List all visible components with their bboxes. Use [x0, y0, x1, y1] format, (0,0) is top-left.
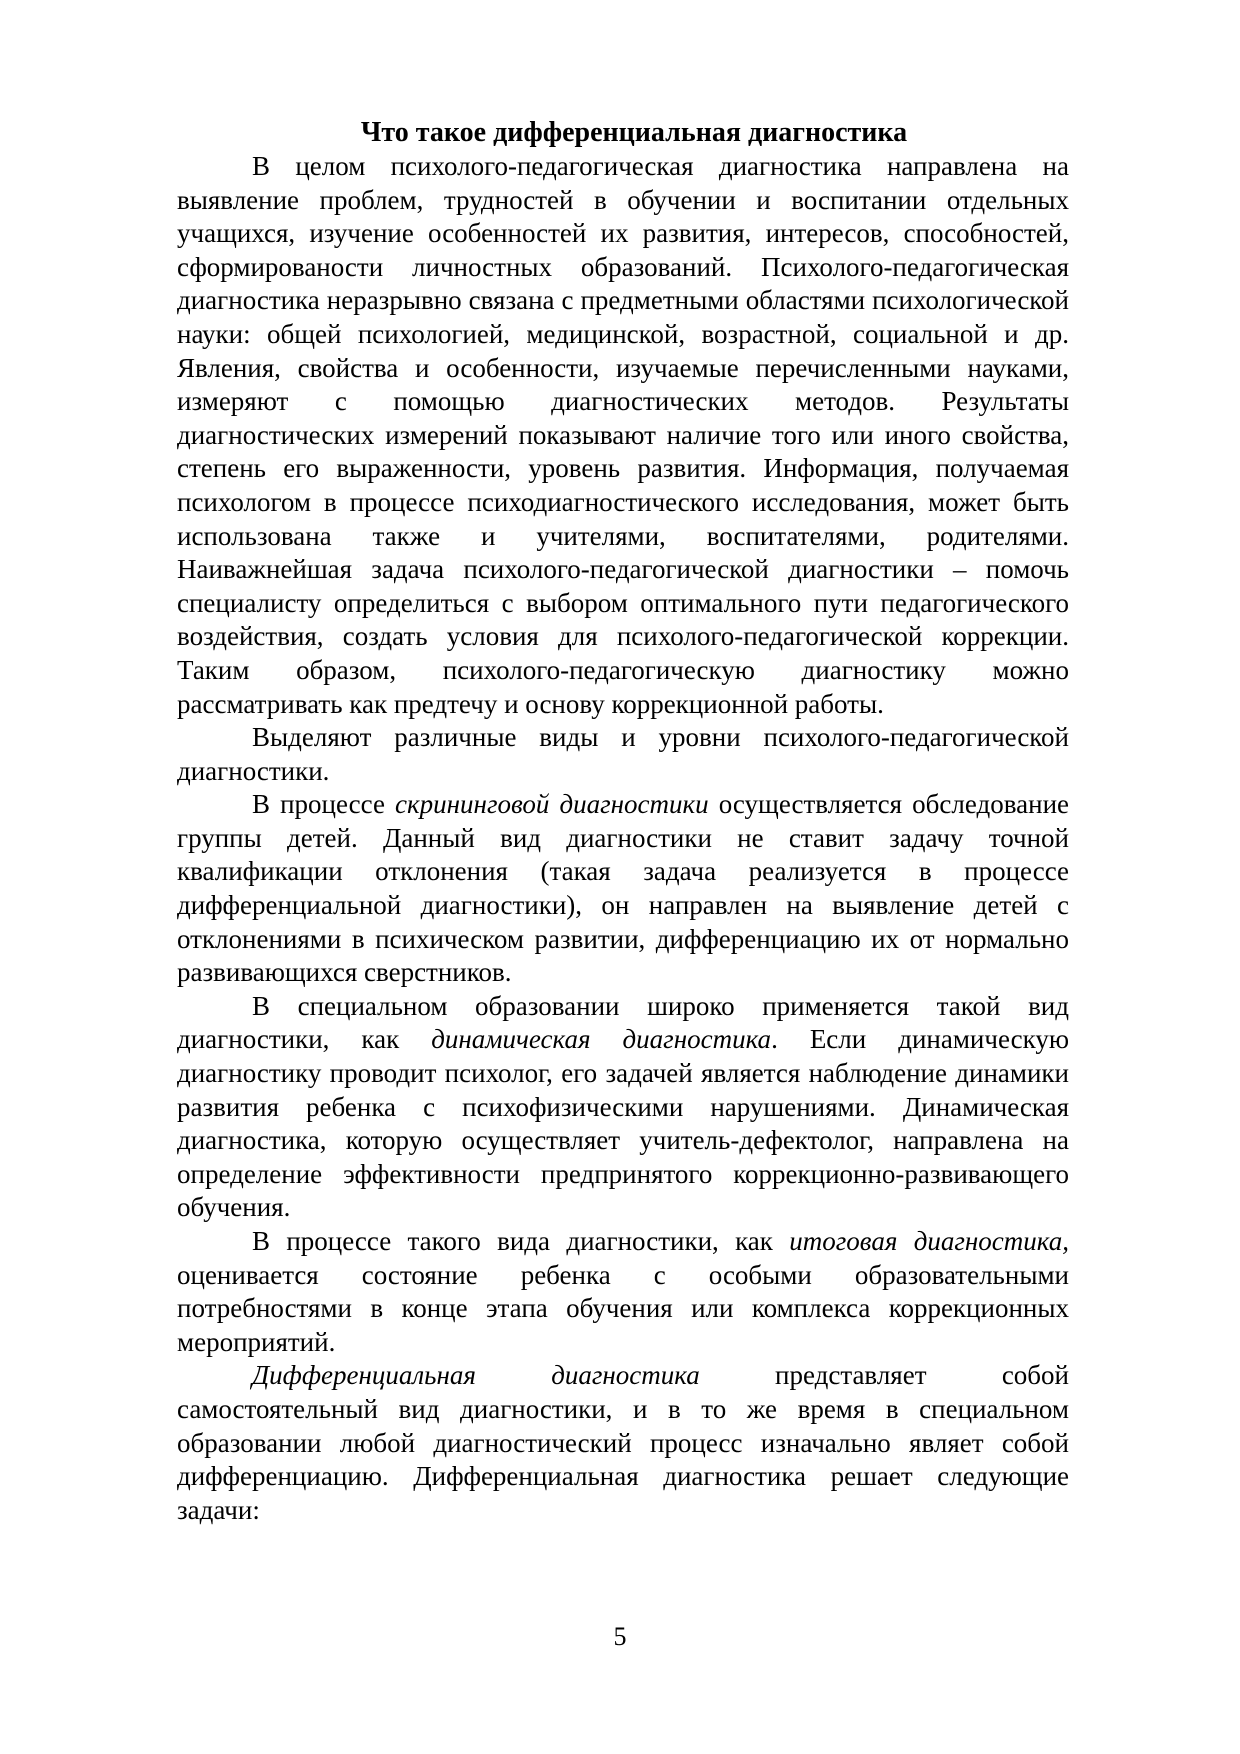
paragraph-final-before: В процессе такого вида диагностики, как: [252, 1226, 790, 1256]
term-differential-diagnostics: Дифференциальная диагностика: [252, 1360, 700, 1391]
paragraph-types: Выделяют различные виды и уровни психолого-педагогической диагностики.: [177, 722, 1069, 786]
paragraph-final-after: оценивается состояние ребенка с особыми образовательными потребностями в конце этапа обучения или комплекса коррекционных мероприятий.: [177, 1259, 1069, 1357]
page-content: [177, 116, 1069, 1527]
paragraph-screening-before: В процессе: [252, 789, 396, 820]
page-title: Что такое дифференциальная диагностика: [360, 117, 908, 148]
paragraph-dynamic: [177, 990, 1069, 1225]
paragraph-dynamic-after: . Если динамическую диагностику проводит психолог, его задачей является наблюдение динамики развития ребенка с психофизическими нарушениями. Динамическая диагностика, которую осуществляет учитель-дефектолог, направлена на определение эффективности предпринятого коррекционно-развивающего обучения.: [177, 1024, 1069, 1223]
paragraph-differential: [177, 1359, 1069, 1527]
term-final-diagnostics: итоговая диагностика,: [789, 1226, 1069, 1256]
paragraph-screening-after: осуществляется обследование группы детей. Данный вид диагностики не ставит задачу точной квалификации отклонения (такая задача реализуется в процессе дифференциальной диагностики), он направлен на выявление детей с отклонениями в психическом развитии, дифференциацию их от нормально развивающихся сверстников.: [177, 789, 1069, 988]
page-number: 5: [613, 1622, 627, 1651]
paragraph-dynamic-before: В специальном образовании широко применяется такой вид диагностики, как: [177, 990, 1069, 1055]
paragraph-differential-after: представляет собой самостоятельный вид диагностики, и в то же время в специальном образовании любой диагностический процесс изначально являет собой дифференциацию. Дифференциальная диагностика решает следующие задачи:: [177, 1360, 1069, 1525]
paragraph-intro: В целом психолого-педагогическая диагностика направлена на выявление проблем, трудностей в обучении и воспитании отдельных учащихся, изучение особенностей их развития, интересов, способностей, сформированости личностных образований. Психолого-педагогическая диагностика неразрывно связана с предметными областями психологической науки: общей психологией, медицинской, возрастной, социальной и др. Явления, свойства и особенности, изучаемые перечисленными науками, измеряют с помощью диагностических методов. Результаты диагностических измерений показывают наличие того или иного свойства, степень его выраженности, уровень развития. Информация, получаемая психологом в процессе психодиагностического исследования, может быть использована также и учителями, воспитателями, родителями. Наиважнейшая задача психолого-педагогической диагностики – помочь специалисту определиться с выбором оптимального пути педагогического воздействия, создать условия для психолого-педагогической коррекции. Таким образом, психолого-педагогическую диагностику можно рассматривать как предтечу и основу коррекционной работы.: [177, 151, 1069, 719]
term-dynamic-diagnostics: динамическая диагностика: [431, 1024, 772, 1055]
term-screening-diagnostics: скрининговой диагностики: [395, 789, 709, 820]
paragraph-screening: [177, 788, 1069, 990]
paragraph-final: [177, 1225, 1069, 1359]
